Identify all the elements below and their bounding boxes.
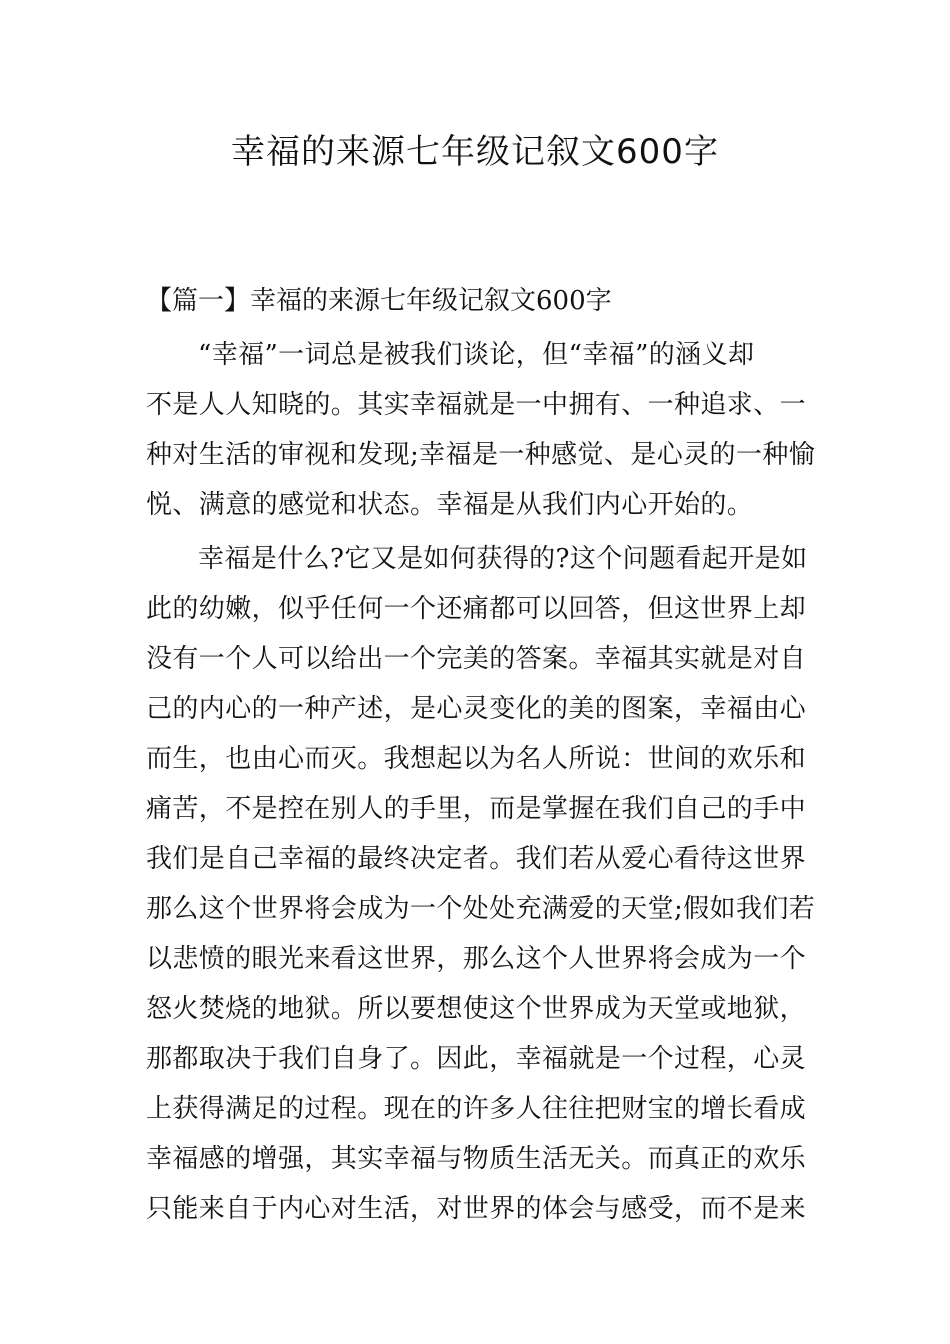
paragraph-2-line: 上获得满足的过程。现在的许多人往往把财宝的增长看成 <box>146 1094 807 1124</box>
paragraph-1-line: 不是人人知晓的。其实幸福就是一中拥有、一种追求、一 <box>146 390 807 420</box>
paragraph-2-line: 那都取决于我们自身了。因此，幸福就是一个过程，心灵 <box>146 1044 807 1074</box>
paragraph-2-line: 己的内心的一种产述，是心灵变化的美的图案，幸福由心 <box>146 694 807 724</box>
paragraph-2-line: 以悲愤的眼光来看这世界，那么这个人世界将会成为一个 <box>146 944 807 974</box>
paragraph-1-line: 悦、满意的感觉和状态。幸福是从我们内心开始的。 <box>146 490 754 520</box>
paragraph-2-line: 幸福感的增强，其实幸福与物质生活无关。而真正的欢乐 <box>146 1144 807 1174</box>
document-body <box>146 330 826 1234</box>
paragraph-2-line: 没有一个人可以给出一个完美的答案。幸福其实就是对自 <box>146 644 807 674</box>
paragraph-2-line: 我们是自己幸福的最终决定者。我们若从爱心看待这世界 <box>146 844 807 874</box>
paragraph-2-line: 而生，也由心而灭。我想起以为名人所说：世间的欢乐和 <box>146 744 807 774</box>
paragraph-2-line: 只能来自于内心对生活，对世界的体会与感受，而不是来 <box>146 1194 807 1224</box>
document-title: 幸福的来源七年级记叙文600字 <box>231 132 719 172</box>
section-heading: 【篇一】幸福的来源七年级记叙文600字 <box>146 286 612 316</box>
paragraph-2-line: 此的幼嫩，似乎任何一个还痛都可以回答，但这世界上却 <box>146 594 807 624</box>
paragraph-1-line: “幸福”一词总是被我们谈论，但“幸福”的涵义却 <box>198 340 755 370</box>
paragraph-2-line: 怒火焚烧的地狱。所以要想使这个世界成为天堂或地狱， <box>146 994 807 1024</box>
paragraph-1-line: 种对生活的审视和发现;幸福是一种感觉、是心灵的一种愉 <box>146 440 816 470</box>
paragraph-2-line: 幸福是什么?它又是如何获得的?这个问题看起开是如 <box>198 544 808 574</box>
paragraph-2-line: 痛苦，不是控在别人的手里，而是掌握在我们自己的手中 <box>146 794 807 824</box>
paragraph-2-line: 那么这个世界将会成为一个处处充满爱的天堂;假如我们若 <box>146 894 816 924</box>
